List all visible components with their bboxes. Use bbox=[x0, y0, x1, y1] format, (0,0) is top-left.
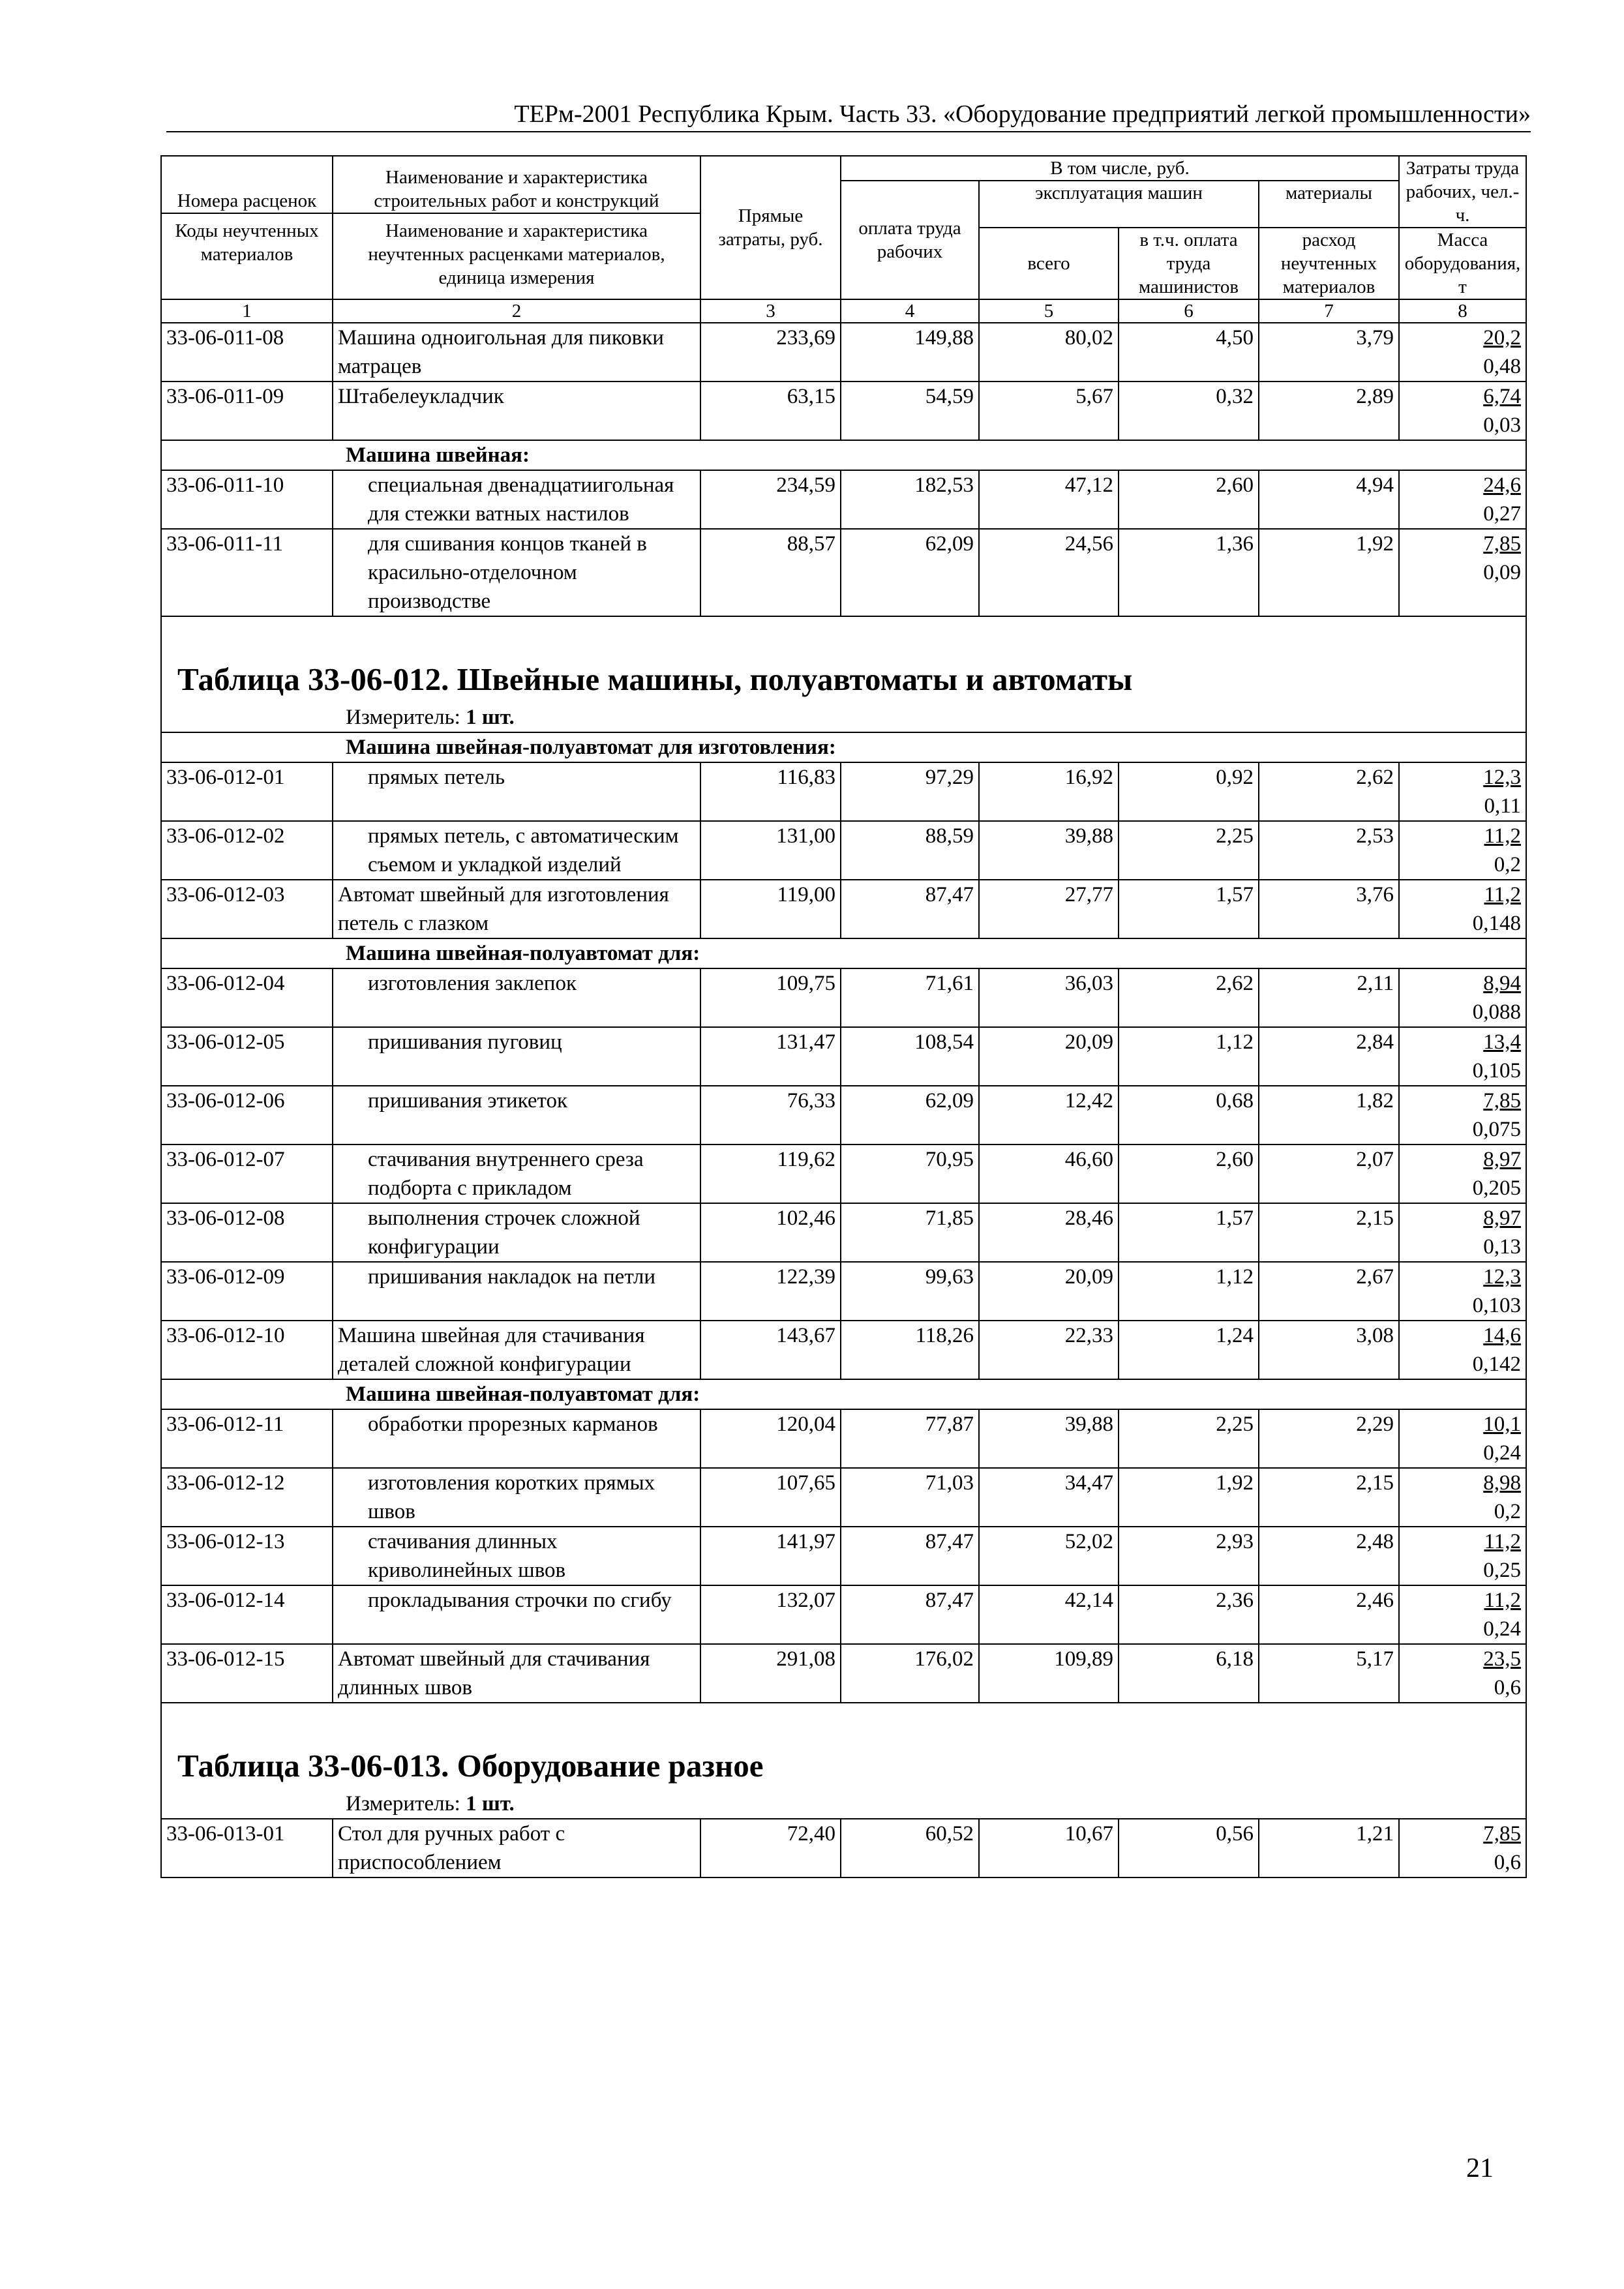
rate-code: 33-06-012-13 bbox=[161, 1527, 333, 1585]
rate-name-text: прямых петель, с автоматическим съемом и укладкой изделий bbox=[368, 824, 679, 876]
table-row bbox=[161, 821, 1526, 880]
rate-code: 33-06-012-09 bbox=[161, 1262, 333, 1321]
machines-total: 39,88 bbox=[979, 821, 1119, 880]
equipment-mass: 0,2 bbox=[1494, 1500, 1521, 1523]
table-row bbox=[161, 323, 1526, 382]
equipment-mass: 0,48 bbox=[1483, 355, 1521, 378]
rate-name-text: изготовления заклепок bbox=[368, 972, 577, 995]
rate-code: 33-06-012-05 bbox=[161, 1027, 333, 1086]
labor-mass-cell bbox=[1399, 1086, 1526, 1144]
rate-name-text: выполнения строчек сложной конфигурации bbox=[368, 1206, 640, 1259]
machines-total: 20,09 bbox=[979, 1027, 1119, 1086]
labor-mass-cell bbox=[1399, 1409, 1526, 1468]
col-number: 4 bbox=[841, 299, 979, 323]
machines-total: 10,67 bbox=[979, 1819, 1119, 1878]
machinists-pay: 1,57 bbox=[1119, 1203, 1259, 1262]
materials-cost: 3,08 bbox=[1259, 1321, 1399, 1379]
machinists-pay: 2,36 bbox=[1119, 1585, 1259, 1644]
machinists-pay: 2,62 bbox=[1119, 968, 1259, 1027]
direct-cost: 143,67 bbox=[700, 1321, 841, 1379]
machines-total: 80,02 bbox=[979, 323, 1119, 382]
equipment-mass: 0,24 bbox=[1483, 1441, 1521, 1465]
equipment-mass: 0,27 bbox=[1483, 502, 1521, 526]
direct-cost: 120,04 bbox=[700, 1409, 841, 1468]
labor-pay: 182,53 bbox=[841, 470, 979, 529]
materials-cost: 2,84 bbox=[1259, 1027, 1399, 1086]
rate-name-text: Штабелеукладчик bbox=[338, 385, 504, 408]
measure-value: 1 шт. bbox=[466, 1792, 515, 1816]
measure-unit bbox=[161, 703, 1526, 732]
labor-pay: 88,59 bbox=[841, 821, 979, 880]
rate-name-text: специальная двенадцатиигольная для стежки ватных настилов bbox=[368, 473, 674, 526]
labor-pay: 71,61 bbox=[841, 968, 979, 1027]
machinists-pay: 4,50 bbox=[1119, 323, 1259, 382]
rates-table bbox=[160, 155, 1527, 1878]
direct-cost: 132,07 bbox=[700, 1585, 841, 1644]
labor-mass-cell bbox=[1399, 323, 1526, 382]
table-row bbox=[161, 382, 1526, 440]
labor-mass-cell bbox=[1399, 1644, 1526, 1703]
direct-cost: 109,75 bbox=[700, 968, 841, 1027]
measure-label: Измеритель: bbox=[346, 706, 466, 729]
table-row bbox=[161, 470, 1526, 529]
direct-cost: 76,33 bbox=[700, 1086, 841, 1144]
measure-row bbox=[161, 1789, 1526, 1819]
equipment-mass: 0,088 bbox=[1472, 1000, 1521, 1024]
rate-name bbox=[333, 1321, 700, 1379]
rate-name-text: прокладывания строчки по сгибу bbox=[368, 1589, 672, 1612]
rate-code: 33-06-012-10 bbox=[161, 1321, 333, 1379]
labor-pay: 99,63 bbox=[841, 1262, 979, 1321]
measure-label: Измеритель: bbox=[346, 1792, 466, 1816]
group-label: Машина швейная-полуавтомат для изготовления: bbox=[161, 732, 1526, 762]
group-label: Машина швейная-полуавтомат для: bbox=[161, 1379, 1526, 1409]
rate-code: 33-06-011-09 bbox=[161, 382, 333, 440]
table-012-title-row bbox=[161, 656, 1526, 703]
rate-code: 33-06-012-02 bbox=[161, 821, 333, 880]
rate-name bbox=[333, 1086, 700, 1144]
labor-hours: 6,74 bbox=[1483, 385, 1521, 408]
rate-name bbox=[333, 323, 700, 382]
rate-code: 33-06-012-04 bbox=[161, 968, 333, 1027]
materials-cost: 3,79 bbox=[1259, 323, 1399, 382]
equipment-mass: 0,142 bbox=[1472, 1353, 1521, 1376]
rate-name bbox=[333, 529, 700, 616]
labor-pay: 108,54 bbox=[841, 1027, 979, 1086]
col1-header: Номера расценок Коды неучтенных материалов bbox=[161, 156, 333, 299]
rate-name-text: обработки прорезных карманов bbox=[368, 1413, 658, 1436]
rate-code: 33-06-011-11 bbox=[161, 529, 333, 616]
direct-cost: 131,00 bbox=[700, 821, 841, 880]
rate-name-text: Машина швейная для стачивания деталей сложной конфигурации bbox=[338, 1324, 645, 1376]
table-row bbox=[161, 529, 1526, 616]
labor-hours: 8,94 bbox=[1483, 972, 1521, 995]
materials-header: материалы bbox=[1259, 181, 1399, 228]
table-row bbox=[161, 1086, 1526, 1144]
spacer-row bbox=[161, 616, 1526, 656]
col-number: 2 bbox=[333, 299, 700, 323]
direct-cost: 116,83 bbox=[700, 762, 841, 821]
header-row-1 bbox=[161, 156, 1526, 181]
labor-mass-cell bbox=[1399, 1027, 1526, 1086]
rate-code: 33-06-012-15 bbox=[161, 1644, 333, 1703]
rate-name-text: пришивания накладок на петли bbox=[368, 1265, 656, 1289]
group-label: Машина швейная-полуавтомат для: bbox=[161, 938, 1526, 968]
labor-hours: 11,2 bbox=[1484, 1589, 1521, 1612]
labor-mass-cell bbox=[1399, 968, 1526, 1027]
labor-hours: 14,6 bbox=[1483, 1324, 1521, 1347]
labor-mass-cell bbox=[1399, 1262, 1526, 1321]
direct-cost: 63,15 bbox=[700, 382, 841, 440]
rate-code: 33-06-012-12 bbox=[161, 1468, 333, 1527]
labor-hours: 8,98 bbox=[1483, 1471, 1521, 1495]
machinists-pay: 6,18 bbox=[1119, 1644, 1259, 1703]
materials-cost: 2,62 bbox=[1259, 762, 1399, 821]
rate-name bbox=[333, 1144, 700, 1203]
labor-hours: 12,3 bbox=[1483, 1265, 1521, 1289]
machines-total: 39,88 bbox=[979, 1409, 1119, 1468]
equipment-mass: 0,2 bbox=[1494, 853, 1521, 876]
labor-pay: 70,95 bbox=[841, 1144, 979, 1203]
machinists-pay: 2,25 bbox=[1119, 821, 1259, 880]
measure-value: 1 шт. bbox=[466, 706, 515, 729]
group-label: Машина швейная: bbox=[161, 440, 1526, 470]
rate-name-text: Автомат швейный для стачивания длинных швов bbox=[338, 1647, 650, 1699]
machines-total: 5,67 bbox=[979, 382, 1119, 440]
machines-total: 12,42 bbox=[979, 1086, 1119, 1144]
rate-name bbox=[333, 880, 700, 938]
machines-header: эксплуатация машин bbox=[979, 181, 1259, 228]
group-row bbox=[161, 440, 1526, 470]
rate-code: 33-06-012-14 bbox=[161, 1585, 333, 1644]
table-row bbox=[161, 1144, 1526, 1203]
machines-total: 34,47 bbox=[979, 1468, 1119, 1527]
labor-pay: 149,88 bbox=[841, 323, 979, 382]
machines-total: 27,77 bbox=[979, 880, 1119, 938]
labor-mass-cell bbox=[1399, 821, 1526, 880]
direct-cost: 72,40 bbox=[700, 1819, 841, 1878]
labor-hours: 11,2 bbox=[1484, 1530, 1521, 1553]
labor-pay: 97,29 bbox=[841, 762, 979, 821]
rate-name bbox=[333, 470, 700, 529]
labor-hours: 7,85 bbox=[1483, 1089, 1521, 1113]
measure-unit bbox=[161, 1789, 1526, 1819]
rate-name bbox=[333, 821, 700, 880]
machines-total: 20,09 bbox=[979, 1262, 1119, 1321]
direct-cost: 141,97 bbox=[700, 1527, 841, 1585]
equipment-mass: 0,09 bbox=[1483, 561, 1521, 584]
labor-hours: 8,97 bbox=[1483, 1148, 1521, 1171]
machinists-pay: 0,32 bbox=[1119, 382, 1259, 440]
col-number: 1 bbox=[161, 299, 333, 323]
materials-cost: 3,76 bbox=[1259, 880, 1399, 938]
table-row bbox=[161, 1027, 1526, 1086]
machinists-pay: 1,24 bbox=[1119, 1321, 1259, 1379]
labor-pay: 87,47 bbox=[841, 880, 979, 938]
materials-cost: 4,94 bbox=[1259, 470, 1399, 529]
direct-cost: 107,65 bbox=[700, 1468, 841, 1527]
labor-pay: 71,85 bbox=[841, 1203, 979, 1262]
col-number: 7 bbox=[1259, 299, 1399, 323]
table-row bbox=[161, 1262, 1526, 1321]
labor-pay: 87,47 bbox=[841, 1527, 979, 1585]
table-row bbox=[161, 1468, 1526, 1527]
materials-cost: 1,21 bbox=[1259, 1819, 1399, 1878]
machinists-pay: 1,12 bbox=[1119, 1262, 1259, 1321]
direct-cost: 122,39 bbox=[700, 1262, 841, 1321]
rate-name bbox=[333, 1409, 700, 1468]
page-number: 21 bbox=[1466, 2153, 1494, 2183]
labor-pay: 62,09 bbox=[841, 1086, 979, 1144]
column-numbers-row bbox=[161, 299, 1526, 323]
table-row bbox=[161, 1409, 1526, 1468]
rate-code: 33-06-011-10 bbox=[161, 470, 333, 529]
labor-mass-cell bbox=[1399, 1144, 1526, 1203]
included-header: В том числе, руб. bbox=[841, 156, 1399, 181]
materials-cost: 2,53 bbox=[1259, 821, 1399, 880]
rate-name-text: изготовления коротких прямых швов bbox=[368, 1471, 655, 1523]
equipment-mass: 0,075 bbox=[1472, 1118, 1521, 1141]
rate-code: 33-06-012-11 bbox=[161, 1409, 333, 1468]
materials-cost: 2,11 bbox=[1259, 968, 1399, 1027]
machines-total: 109,89 bbox=[979, 1644, 1119, 1703]
machinists-pay: 2,60 bbox=[1119, 1144, 1259, 1203]
rate-name-text: прямых петель bbox=[368, 766, 505, 789]
measure-row bbox=[161, 703, 1526, 732]
col6-header: в т.ч. оплата труда машинистов bbox=[1119, 228, 1259, 299]
labor-pay: 176,02 bbox=[841, 1644, 979, 1703]
direct-cost: 131,47 bbox=[700, 1027, 841, 1086]
rate-code: 33-06-011-08 bbox=[161, 323, 333, 382]
table-title: Таблица 33-06-012. Швейные машины, полуавтоматы и автоматы bbox=[161, 656, 1526, 703]
rate-name-text: пришивания пуговиц bbox=[368, 1030, 562, 1054]
spacer-row bbox=[161, 1703, 1526, 1743]
group-row bbox=[161, 732, 1526, 762]
rate-name bbox=[333, 1644, 700, 1703]
equipment-mass: 0,6 bbox=[1494, 1676, 1521, 1699]
equipment-mass: 0,24 bbox=[1483, 1617, 1521, 1641]
table-row bbox=[161, 762, 1526, 821]
rate-name-text: Стол для ручных работ с приспособлением bbox=[338, 1822, 565, 1874]
materials-cost: 2,89 bbox=[1259, 382, 1399, 440]
machinists-pay: 2,93 bbox=[1119, 1527, 1259, 1585]
rate-code: 33-06-012-08 bbox=[161, 1203, 333, 1262]
direct-cost: 119,62 bbox=[700, 1144, 841, 1203]
col4-header: оплата труда рабочих bbox=[841, 181, 979, 299]
rate-name bbox=[333, 1819, 700, 1878]
materials-cost: 1,82 bbox=[1259, 1086, 1399, 1144]
rate-name bbox=[333, 762, 700, 821]
materials-cost: 2,15 bbox=[1259, 1468, 1399, 1527]
col-number: 3 bbox=[700, 299, 841, 323]
labor-pay: 71,03 bbox=[841, 1468, 979, 1527]
equipment-mass: 0,103 bbox=[1472, 1294, 1521, 1317]
machinists-pay: 1,92 bbox=[1119, 1468, 1259, 1527]
rate-code: 33-06-012-06 bbox=[161, 1086, 333, 1144]
col7-header: расход неучтенных материалов bbox=[1259, 228, 1399, 299]
table-row bbox=[161, 880, 1526, 938]
labor-hours: 13,4 bbox=[1483, 1030, 1521, 1054]
table-row bbox=[161, 1819, 1526, 1878]
materials-cost: 1,92 bbox=[1259, 529, 1399, 616]
machines-total: 36,03 bbox=[979, 968, 1119, 1027]
materials-cost: 2,07 bbox=[1259, 1144, 1399, 1203]
table-013-title-row bbox=[161, 1743, 1526, 1789]
labor-mass-cell bbox=[1399, 1585, 1526, 1644]
rate-name bbox=[333, 1585, 700, 1644]
labor-hours: 10,1 bbox=[1483, 1413, 1521, 1436]
labor-mass-cell bbox=[1399, 880, 1526, 938]
equipment-mass: 0,25 bbox=[1483, 1559, 1521, 1582]
machines-total: 28,46 bbox=[979, 1203, 1119, 1262]
equipment-mass: 0,205 bbox=[1472, 1176, 1521, 1200]
rate-code: 33-06-012-01 bbox=[161, 762, 333, 821]
materials-cost: 2,48 bbox=[1259, 1527, 1399, 1585]
machines-total: 52,02 bbox=[979, 1527, 1119, 1585]
materials-cost: 2,15 bbox=[1259, 1203, 1399, 1262]
equipment-mass: 0,03 bbox=[1483, 413, 1521, 437]
col-number: 8 bbox=[1399, 299, 1526, 323]
machinists-pay: 1,36 bbox=[1119, 529, 1259, 616]
equipment-mass: 0,11 bbox=[1484, 794, 1521, 818]
machinists-pay: 1,57 bbox=[1119, 880, 1259, 938]
labor-hours: 11,2 bbox=[1484, 883, 1521, 906]
labor-hours: 11,2 bbox=[1484, 824, 1521, 848]
rate-name-text: пришивания этикеток bbox=[368, 1089, 568, 1113]
labor-pay: 62,09 bbox=[841, 529, 979, 616]
equipment-mass: 0,13 bbox=[1483, 1235, 1521, 1259]
table-row bbox=[161, 1527, 1526, 1585]
col-number: 5 bbox=[979, 299, 1119, 323]
table-row bbox=[161, 1644, 1526, 1703]
machinists-pay: 0,68 bbox=[1119, 1086, 1259, 1144]
materials-cost: 5,17 bbox=[1259, 1644, 1399, 1703]
rate-name bbox=[333, 1027, 700, 1086]
rate-name bbox=[333, 1527, 700, 1585]
equipment-mass: 0,6 bbox=[1494, 1851, 1521, 1874]
rate-name-text: Машина одноигольная для пиковки матрацев bbox=[338, 326, 664, 378]
rate-name-text: Автомат швейный для изготовления петель с глазком bbox=[338, 883, 669, 935]
machines-total: 16,92 bbox=[979, 762, 1119, 821]
col3-header: Прямые затраты, руб. bbox=[700, 156, 841, 299]
labor-mass-cell bbox=[1399, 1321, 1526, 1379]
labor-hours: 7,85 bbox=[1483, 1822, 1521, 1846]
labor-mass-cell bbox=[1399, 382, 1526, 440]
machines-total: 22,33 bbox=[979, 1321, 1119, 1379]
labor-mass-cell bbox=[1399, 762, 1526, 821]
labor-mass-cell bbox=[1399, 1527, 1526, 1585]
materials-cost: 2,46 bbox=[1259, 1585, 1399, 1644]
rate-name bbox=[333, 1468, 700, 1527]
materials-cost: 2,29 bbox=[1259, 1409, 1399, 1468]
col2-header: Наименование и характеристика строительных работ и конструкций Наименование и характеристика неучтенных расценками материалов, единица измерения bbox=[333, 156, 700, 299]
labor-pay: 54,59 bbox=[841, 382, 979, 440]
group-row bbox=[161, 1379, 1526, 1409]
direct-cost: 88,57 bbox=[700, 529, 841, 616]
rate-name bbox=[333, 382, 700, 440]
machinists-pay: 1,12 bbox=[1119, 1027, 1259, 1086]
labor-pay: 60,52 bbox=[841, 1819, 979, 1878]
rate-name-text: стачивания внутреннего среза подборта с прикладом bbox=[368, 1148, 644, 1200]
direct-cost: 234,59 bbox=[700, 470, 841, 529]
labor-pay: 118,26 bbox=[841, 1321, 979, 1379]
rate-code: 33-06-013-01 bbox=[161, 1819, 333, 1878]
direct-cost: 102,46 bbox=[700, 1203, 841, 1262]
rate-name-text: для сшивания концов тканей в красильно-отделочном производстве bbox=[368, 532, 647, 613]
col-number: 6 bbox=[1119, 299, 1259, 323]
rate-name bbox=[333, 1203, 700, 1262]
labor-hours: 24,6 bbox=[1483, 473, 1521, 497]
labor-hours: 23,5 bbox=[1483, 1647, 1521, 1671]
machinists-pay: 2,60 bbox=[1119, 470, 1259, 529]
table-row bbox=[161, 968, 1526, 1027]
labor-pay: 87,47 bbox=[841, 1585, 979, 1644]
rate-name bbox=[333, 968, 700, 1027]
rate-name bbox=[333, 1262, 700, 1321]
labor-mass-cell bbox=[1399, 1468, 1526, 1527]
labor-hours: 12,3 bbox=[1483, 766, 1521, 789]
labor-mass-cell bbox=[1399, 1819, 1526, 1878]
table-row bbox=[161, 1585, 1526, 1644]
labor-hours: 7,85 bbox=[1483, 532, 1521, 556]
rate-code: 33-06-012-07 bbox=[161, 1144, 333, 1203]
machines-total: 47,12 bbox=[979, 470, 1119, 529]
labor-mass-cell bbox=[1399, 1203, 1526, 1262]
machinists-pay: 0,92 bbox=[1119, 762, 1259, 821]
rate-name-text: стачивания длинных криволинейных швов bbox=[368, 1530, 566, 1582]
col5-header: всего bbox=[979, 228, 1119, 299]
labor-pay: 77,87 bbox=[841, 1409, 979, 1468]
rate-code: 33-06-012-03 bbox=[161, 880, 333, 938]
direct-cost: 119,00 bbox=[700, 880, 841, 938]
table-title: Таблица 33-06-013. Оборудование разное bbox=[161, 1743, 1526, 1789]
materials-cost: 2,67 bbox=[1259, 1262, 1399, 1321]
labor-mass-cell bbox=[1399, 470, 1526, 529]
equipment-mass: 0,148 bbox=[1472, 912, 1521, 935]
table-row bbox=[161, 1203, 1526, 1262]
labor-hours: 20,2 bbox=[1483, 326, 1521, 350]
machines-total: 46,60 bbox=[979, 1144, 1119, 1203]
labor-hours: 8,97 bbox=[1483, 1206, 1521, 1230]
group-row bbox=[161, 938, 1526, 968]
labor-mass-cell bbox=[1399, 529, 1526, 616]
col8-header: Затраты труда рабочих, чел.-ч. Масса оборудования, т bbox=[1399, 156, 1526, 299]
direct-cost: 291,08 bbox=[700, 1644, 841, 1703]
machines-total: 24,56 bbox=[979, 529, 1119, 616]
running-header: ТЕРм-2001 Республика Крым. Часть 33. «Оборудование предприятий легкой промышленности» bbox=[166, 99, 1531, 132]
table-row bbox=[161, 1321, 1526, 1379]
direct-cost: 233,69 bbox=[700, 323, 841, 382]
machinists-pay: 2,25 bbox=[1119, 1409, 1259, 1468]
machines-total: 42,14 bbox=[979, 1585, 1119, 1644]
equipment-mass: 0,105 bbox=[1472, 1059, 1521, 1083]
machinists-pay: 0,56 bbox=[1119, 1819, 1259, 1878]
